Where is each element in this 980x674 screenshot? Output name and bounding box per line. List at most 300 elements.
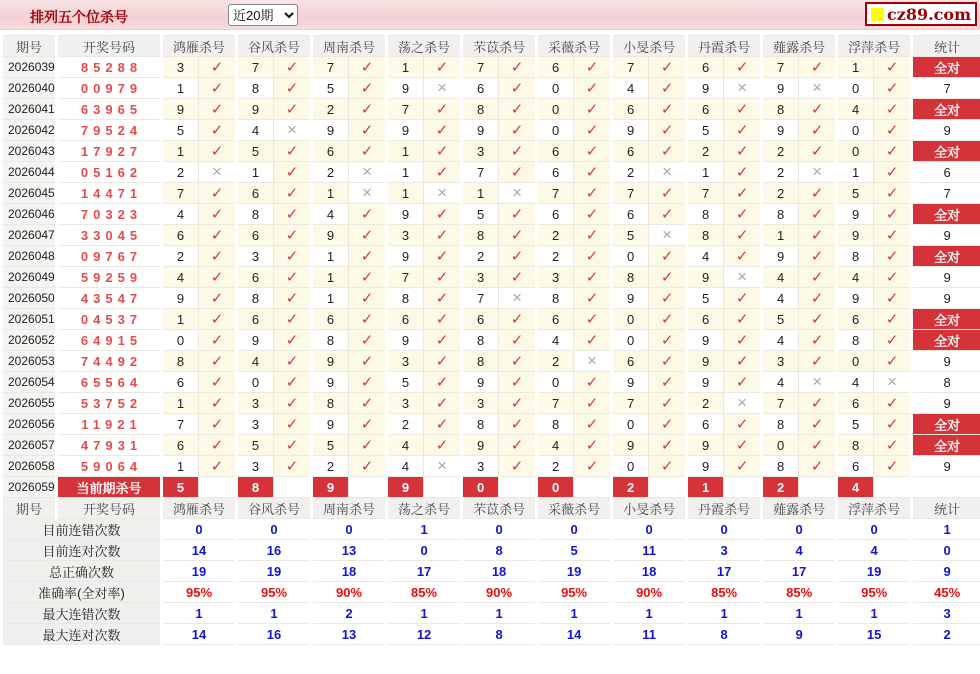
result-cell xyxy=(724,183,762,204)
kill-number-cell: 2 xyxy=(312,99,349,120)
summary-value-cell: 85% xyxy=(687,582,762,603)
kill-number-cell: 4 xyxy=(837,267,874,288)
result-cell xyxy=(499,351,537,372)
result-cell xyxy=(349,141,387,162)
check-icon: ✓ xyxy=(210,290,224,307)
col-header-expert-10: 浮萍杀号 xyxy=(837,498,912,519)
kill-number-cell: 7 xyxy=(237,57,274,78)
winning-numbers-cell: 47931 xyxy=(57,435,162,456)
page-title: 排列五个位杀号 xyxy=(30,9,128,25)
stat-count-cell: 9 xyxy=(912,393,980,414)
check-icon: ✓ xyxy=(735,122,749,139)
result-cell xyxy=(574,246,612,267)
kill-number-cell: 4 xyxy=(537,330,574,351)
result-cell xyxy=(874,393,912,414)
kill-number-cell: 6 xyxy=(537,141,574,162)
kill-number-cell: 1 xyxy=(387,141,424,162)
check-icon: ✓ xyxy=(660,101,674,118)
check-icon: ✓ xyxy=(660,332,674,349)
kill-number-cell: 8 xyxy=(312,330,349,351)
summary-value-cell: 0 xyxy=(762,519,837,540)
kill-number-cell: 8 xyxy=(837,435,874,456)
kill-number-cell: 6 xyxy=(237,309,274,330)
current-kill-number-cell: 0 xyxy=(537,477,574,498)
kill-number-cell: 8 xyxy=(462,351,499,372)
check-icon: ✓ xyxy=(810,101,824,118)
result-cell xyxy=(424,330,462,351)
cross-icon: × xyxy=(737,78,748,97)
kill-number-cell: 9 xyxy=(762,246,799,267)
result-cell xyxy=(649,351,687,372)
result-cell xyxy=(799,183,837,204)
result-cell xyxy=(724,330,762,351)
empty-result-cell xyxy=(199,477,237,498)
result-cell xyxy=(724,414,762,435)
check-icon: ✓ xyxy=(885,395,899,412)
check-icon: ✓ xyxy=(660,185,674,202)
kill-number-cell: 5 xyxy=(237,435,274,456)
kill-number-cell: 1 xyxy=(762,225,799,246)
check-icon: ✓ xyxy=(435,143,449,160)
empty-result-cell xyxy=(349,477,387,498)
check-icon: ✓ xyxy=(735,416,749,433)
check-icon: ✓ xyxy=(885,59,899,76)
range-select[interactable] xyxy=(228,4,298,26)
col-header-period: 期号 xyxy=(2,498,57,519)
result-cell xyxy=(724,435,762,456)
summary-value-cell: 8 xyxy=(462,540,537,561)
kill-number-cell: 1 xyxy=(312,267,349,288)
result-cell xyxy=(274,435,312,456)
all-correct-badge: 全对 xyxy=(912,99,980,120)
kill-number-cell: 9 xyxy=(762,120,799,141)
check-icon: ✓ xyxy=(660,206,674,223)
result-cell xyxy=(649,225,687,246)
summary-value-cell: 14 xyxy=(162,624,237,645)
result-cell xyxy=(574,78,612,99)
kill-number-cell: 6 xyxy=(537,309,574,330)
kill-number-cell: 8 xyxy=(312,393,349,414)
cross-icon: × xyxy=(737,393,748,412)
col-header-expert-9: 薤露杀号 xyxy=(762,498,837,519)
kill-number-cell: 8 xyxy=(762,99,799,120)
result-cell xyxy=(349,120,387,141)
kill-number-cell: 6 xyxy=(312,141,349,162)
check-icon: ✓ xyxy=(735,164,749,181)
kill-number-cell: 9 xyxy=(762,78,799,99)
kill-number-cell: 4 xyxy=(612,78,649,99)
table-row xyxy=(2,267,980,288)
result-cell xyxy=(274,57,312,78)
cross-icon: × xyxy=(362,162,372,181)
result-cell xyxy=(199,57,237,78)
kill-number-cell: 8 xyxy=(837,246,874,267)
summary-label: 最大连错次数 xyxy=(2,603,162,624)
result-cell xyxy=(799,267,837,288)
cross-icon: × xyxy=(812,372,823,391)
check-icon: ✓ xyxy=(285,353,299,370)
result-cell xyxy=(424,78,462,99)
period-cell: 2026044 xyxy=(2,162,57,183)
kill-number-cell: 8 xyxy=(537,288,574,309)
result-cell xyxy=(649,330,687,351)
check-icon: ✓ xyxy=(510,332,524,349)
result-cell xyxy=(799,351,837,372)
kill-number-cell: 2 xyxy=(462,246,499,267)
col-header-expert-5: 芣苡杀号 xyxy=(462,498,537,519)
check-icon: ✓ xyxy=(585,395,599,412)
result-cell xyxy=(424,288,462,309)
kill-number-cell: 6 xyxy=(387,309,424,330)
stat-count-cell: 9 xyxy=(912,267,980,288)
result-cell xyxy=(799,330,837,351)
kill-number-cell: 6 xyxy=(162,435,199,456)
kill-number-cell: 9 xyxy=(312,414,349,435)
check-icon: ✓ xyxy=(360,122,374,139)
check-icon: ✓ xyxy=(810,248,824,265)
check-icon: ✓ xyxy=(585,59,599,76)
check-icon: ✓ xyxy=(585,185,599,202)
result-cell xyxy=(724,351,762,372)
summary-label: 目前连对次数 xyxy=(2,540,162,561)
check-icon: ✓ xyxy=(360,269,374,286)
winning-numbers-cell: 59064 xyxy=(57,456,162,477)
kill-number-cell: 6 xyxy=(312,309,349,330)
col-header-expert-9: 薤露杀号 xyxy=(762,36,837,57)
summary-value-cell: 1 xyxy=(387,603,462,624)
result-cell xyxy=(424,162,462,183)
result-cell xyxy=(499,183,537,204)
kill-number-cell: 7 xyxy=(612,393,649,414)
result-cell xyxy=(799,435,837,456)
current-kill-number-cell: 5 xyxy=(162,477,199,498)
cross-icon: × xyxy=(587,351,598,370)
current-kill-number-cell: 2 xyxy=(612,477,649,498)
check-icon: ✓ xyxy=(210,416,224,433)
kill-number-cell: 3 xyxy=(387,225,424,246)
kill-number-cell: 6 xyxy=(612,204,649,225)
check-icon: ✓ xyxy=(660,416,674,433)
result-cell xyxy=(574,435,612,456)
result-cell xyxy=(574,393,612,414)
kill-number-cell: 5 xyxy=(837,183,874,204)
result-cell xyxy=(424,267,462,288)
summary-label: 准确率(全对率) xyxy=(2,582,162,603)
kill-number-cell: 2 xyxy=(312,456,349,477)
check-icon: ✓ xyxy=(360,143,374,160)
result-cell xyxy=(199,204,237,225)
result-cell xyxy=(799,78,837,99)
summary-value-cell: 1 xyxy=(162,603,237,624)
result-cell xyxy=(724,309,762,330)
period-cell: 2026041 xyxy=(2,99,57,120)
check-icon: ✓ xyxy=(735,59,749,76)
col-header-expert-3: 周南杀号 xyxy=(312,498,387,519)
kill-number-cell: 3 xyxy=(462,393,499,414)
col-header-stat: 统计 xyxy=(912,498,980,519)
result-cell xyxy=(274,351,312,372)
kill-number-cell: 9 xyxy=(162,99,199,120)
all-correct-badge: 全对 xyxy=(912,141,980,162)
kill-number-cell: 9 xyxy=(687,351,724,372)
table-row xyxy=(2,309,980,330)
header-row xyxy=(2,498,980,519)
summary-value-cell: 85% xyxy=(387,582,462,603)
result-cell xyxy=(649,246,687,267)
kill-number-cell: 8 xyxy=(612,267,649,288)
check-icon: ✓ xyxy=(885,332,899,349)
summary-value-cell: 3 xyxy=(687,540,762,561)
kill-number-cell: 9 xyxy=(837,225,874,246)
kill-number-cell: 8 xyxy=(162,351,199,372)
result-cell xyxy=(799,99,837,120)
kill-number-cell: 7 xyxy=(612,183,649,204)
check-icon: ✓ xyxy=(735,374,749,391)
summary-value-cell: 1 xyxy=(837,603,912,624)
result-cell xyxy=(724,78,762,99)
check-icon: ✓ xyxy=(810,227,824,244)
result-cell xyxy=(799,414,837,435)
kill-number-cell: 5 xyxy=(387,372,424,393)
kill-number-cell: 8 xyxy=(762,414,799,435)
table-row xyxy=(2,57,980,78)
kill-number-cell: 1 xyxy=(162,309,199,330)
check-icon: ✓ xyxy=(585,311,599,328)
result-cell xyxy=(574,120,612,141)
result-cell xyxy=(649,267,687,288)
kill-number-cell: 6 xyxy=(237,267,274,288)
summary-row xyxy=(2,603,980,624)
result-cell xyxy=(424,414,462,435)
col-header-stat: 统计 xyxy=(912,36,980,57)
check-icon: ✓ xyxy=(810,206,824,223)
kill-number-cell: 7 xyxy=(612,57,649,78)
cross-icon: × xyxy=(812,78,823,97)
cross-icon: × xyxy=(812,162,823,181)
check-icon: ✓ xyxy=(285,437,299,454)
check-icon: ✓ xyxy=(810,395,824,412)
check-icon: ✓ xyxy=(735,227,749,244)
kill-number-cell: 1 xyxy=(837,57,874,78)
summary-row xyxy=(2,540,980,561)
period-cell: 2026052 xyxy=(2,330,57,351)
kill-number-cell: 9 xyxy=(462,372,499,393)
kill-number-cell: 9 xyxy=(687,78,724,99)
result-cell xyxy=(649,372,687,393)
kill-number-cell: 8 xyxy=(462,414,499,435)
kill-number-cell: 7 xyxy=(312,57,349,78)
col-header-expert-7: 小旻杀号 xyxy=(612,36,687,57)
result-cell xyxy=(649,414,687,435)
kill-number-cell: 4 xyxy=(762,372,799,393)
kill-number-cell: 1 xyxy=(462,183,499,204)
summary-value-cell: 19 xyxy=(162,561,237,582)
check-icon: ✓ xyxy=(510,143,524,160)
kill-number-cell: 3 xyxy=(237,393,274,414)
cross-icon: × xyxy=(887,372,898,391)
kill-number-cell: 6 xyxy=(612,351,649,372)
col-header-expert-1: 鸿雁杀号 xyxy=(162,498,237,519)
kill-number-cell: 9 xyxy=(387,204,424,225)
check-icon: ✓ xyxy=(885,122,899,139)
result-cell xyxy=(349,330,387,351)
check-icon: ✓ xyxy=(735,143,749,160)
result-cell xyxy=(874,414,912,435)
kill-number-cell: 3 xyxy=(237,456,274,477)
period-cell: 2026051 xyxy=(2,309,57,330)
check-icon: ✓ xyxy=(885,353,899,370)
check-icon: ✓ xyxy=(285,206,299,223)
check-icon: ✓ xyxy=(285,332,299,349)
winning-numbers-cell: 79524 xyxy=(57,120,162,141)
result-cell xyxy=(874,246,912,267)
current-kill-number-cell: 0 xyxy=(462,477,499,498)
kill-number-cell: 6 xyxy=(237,225,274,246)
result-cell xyxy=(199,225,237,246)
check-icon: ✓ xyxy=(510,164,524,181)
check-icon: ✓ xyxy=(435,374,449,391)
period-cell: 2026057 xyxy=(2,435,57,456)
current-kill-number-cell: 9 xyxy=(387,477,424,498)
result-cell xyxy=(499,120,537,141)
kill-number-cell: 9 xyxy=(837,204,874,225)
result-cell xyxy=(274,183,312,204)
kill-number-cell: 8 xyxy=(762,204,799,225)
kill-number-cell: 9 xyxy=(387,120,424,141)
all-correct-badge: 全对 xyxy=(912,435,980,456)
check-icon: ✓ xyxy=(885,458,899,475)
table-row xyxy=(2,225,980,246)
check-icon: ✓ xyxy=(585,437,599,454)
period-cell: 2026047 xyxy=(2,225,57,246)
stat-count-cell: 9 xyxy=(912,225,980,246)
result-cell xyxy=(724,456,762,477)
kill-number-cell: 6 xyxy=(612,141,649,162)
result-cell xyxy=(199,330,237,351)
check-icon: ✓ xyxy=(810,458,824,475)
check-icon: ✓ xyxy=(585,332,599,349)
check-icon: ✓ xyxy=(360,248,374,265)
result-cell xyxy=(199,414,237,435)
kill-number-cell: 8 xyxy=(462,330,499,351)
kill-number-cell: 1 xyxy=(312,183,349,204)
check-icon: ✓ xyxy=(810,311,824,328)
result-cell xyxy=(499,204,537,225)
col-header-expert-5: 芣苡杀号 xyxy=(462,36,537,57)
result-cell xyxy=(424,204,462,225)
kill-number-cell: 2 xyxy=(162,162,199,183)
site-logo[interactable] xyxy=(865,2,977,26)
kill-number-cell: 4 xyxy=(162,267,199,288)
kill-number-cell: 0 xyxy=(537,78,574,99)
result-cell xyxy=(424,141,462,162)
check-icon: ✓ xyxy=(510,437,524,454)
result-cell xyxy=(274,246,312,267)
period-cell: 2026054 xyxy=(2,372,57,393)
kill-number-cell: 4 xyxy=(237,120,274,141)
result-cell xyxy=(199,141,237,162)
result-cell xyxy=(424,309,462,330)
empty-result-cell xyxy=(799,477,837,498)
check-icon: ✓ xyxy=(285,311,299,328)
check-icon: ✓ xyxy=(510,311,524,328)
result-cell xyxy=(349,204,387,225)
kill-number-cell: 1 xyxy=(162,78,199,99)
result-cell xyxy=(424,246,462,267)
winning-numbers-cell: 59259 xyxy=(57,267,162,288)
all-correct-badge: 全对 xyxy=(912,414,980,435)
col-header-expert-6: 采薇杀号 xyxy=(537,498,612,519)
period-cell: 2026056 xyxy=(2,414,57,435)
kill-number-cell: 6 xyxy=(687,414,724,435)
check-icon: ✓ xyxy=(585,290,599,307)
check-icon: ✓ xyxy=(360,353,374,370)
result-cell xyxy=(874,372,912,393)
table-row xyxy=(2,78,980,99)
kill-number-cell: 9 xyxy=(612,120,649,141)
result-cell xyxy=(649,57,687,78)
col-header-expert-10: 浮萍杀号 xyxy=(837,36,912,57)
kill-number-cell: 3 xyxy=(462,267,499,288)
result-cell xyxy=(499,225,537,246)
kill-number-cell: 6 xyxy=(837,393,874,414)
all-correct-badge: 全对 xyxy=(912,57,980,78)
result-cell xyxy=(724,57,762,78)
kill-number-cell: 4 xyxy=(237,351,274,372)
check-icon: ✓ xyxy=(435,353,449,370)
summary-value-cell: 0 xyxy=(312,519,387,540)
stat-count-cell: 7 xyxy=(912,78,980,99)
check-icon: ✓ xyxy=(810,332,824,349)
stat-count-cell: 9 xyxy=(912,120,980,141)
result-cell xyxy=(799,120,837,141)
check-icon: ✓ xyxy=(885,80,899,97)
kill-number-cell: 9 xyxy=(612,435,649,456)
kill-number-cell: 8 xyxy=(237,288,274,309)
winning-numbers-cell: 04537 xyxy=(57,309,162,330)
kill-number-cell: 2 xyxy=(537,225,574,246)
winning-numbers-cell: 64915 xyxy=(57,330,162,351)
check-icon: ✓ xyxy=(435,59,449,76)
table-row xyxy=(2,351,980,372)
col-header-expert-6: 采薇杀号 xyxy=(537,36,612,57)
result-cell xyxy=(574,99,612,120)
summary-value-cell: 19 xyxy=(537,561,612,582)
check-icon: ✓ xyxy=(885,206,899,223)
check-icon: ✓ xyxy=(585,164,599,181)
result-cell xyxy=(499,267,537,288)
check-icon: ✓ xyxy=(285,185,299,202)
summary-value-cell: 14 xyxy=(162,540,237,561)
current-kill-label: 当前期杀号 xyxy=(57,477,162,498)
table-row xyxy=(2,204,980,225)
check-icon: ✓ xyxy=(435,164,449,181)
summary-value-cell: 95% xyxy=(537,582,612,603)
kill-number-cell: 9 xyxy=(237,330,274,351)
kill-number-cell: 4 xyxy=(762,267,799,288)
check-icon: ✓ xyxy=(360,101,374,118)
kill-number-cell: 6 xyxy=(837,456,874,477)
check-icon: ✓ xyxy=(660,374,674,391)
col-header-expert-4: 荡之杀号 xyxy=(387,498,462,519)
check-icon: ✓ xyxy=(360,290,374,307)
summary-value-cell: 16 xyxy=(237,540,312,561)
check-icon: ✓ xyxy=(360,416,374,433)
summary-value-cell: 95% xyxy=(237,582,312,603)
result-cell xyxy=(424,435,462,456)
winning-numbers-cell: 85288 xyxy=(57,57,162,78)
summary-value-cell: 0 xyxy=(612,519,687,540)
